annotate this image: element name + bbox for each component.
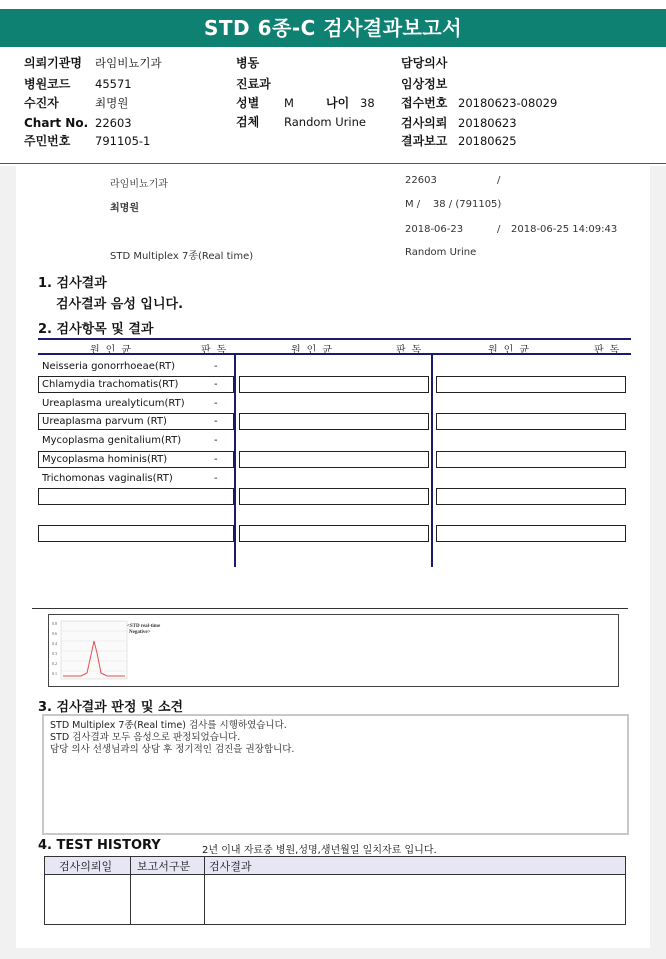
specimen-value: Random Urine [284,115,366,129]
specimen-label: 검체 [236,115,260,129]
chart-no-value: 22603 [95,116,132,130]
request-date-value: 20180623 [458,116,517,130]
pathogen-result: - [214,379,218,390]
doctor-label: 담당의사 [401,56,448,70]
patient-date-sep: / [497,224,501,235]
request-date-label: 검사의뢰 [401,116,448,130]
history-col-date: 검사의뢰일 [59,860,113,873]
hospital-code-value: 45571 [95,77,132,91]
history-col-result: 검사결과 [209,860,252,873]
history-col-type: 보고서구분 [137,860,191,873]
section1-title: 1. 검사결과 [38,276,107,291]
section4-title: 4. TEST HISTORY [38,838,161,853]
history-header-row [45,857,625,875]
ward-label: 병동 [236,56,260,70]
report-title: STD 6종-C 검사결과보고서 [0,9,666,47]
age-value: 38 [360,96,375,110]
opinion-line: 담당 의사 선생님과의 상담 후 정기적인 검진을 권장합니다. [50,744,295,755]
result-row [38,471,234,488]
history-note: 2년 이내 자료중 병원,성명,생년월일 일치자료 입니다. [202,845,437,856]
empty-result-cell [239,451,429,468]
patient-date-request: 2018-06-23 [405,224,464,235]
patient-sex-age: M / 38 / (791105) [405,199,502,210]
pcr-curve-thumbnail [49,615,620,688]
result-row [38,413,234,430]
empty-result-cell [239,488,429,505]
patient-chart-sep: / [497,175,501,186]
opinion-line: STD 검사결과 모두 음성으로 판정되었습니다. [50,732,241,743]
pcr-curve-graph [48,614,619,687]
col-judge-1: 판독 [201,345,233,356]
history-col-divider [130,857,131,924]
pathogen-result: - [214,435,218,446]
sex-value: M [284,96,294,110]
pathogen-name: Neisseria gonorrhoeae(RT) [42,361,175,372]
patient-chart: 22603 [405,175,437,186]
results-table-header [38,338,631,355]
empty-result-cell [38,488,234,505]
patient-label: 수진자 [24,96,59,110]
report-date-label: 결과보고 [401,134,448,148]
result-row [38,451,234,468]
graph-caption-2: Negative> [129,630,151,635]
result-row [38,433,234,450]
svg-text:0.3: 0.3 [52,651,57,656]
section3-title: 3. 검사결과 판정 및 소견 [38,700,184,715]
pathogen-result: - [214,361,218,372]
dept-label: 진료과 [236,77,271,91]
age-label: 나이 [326,96,350,110]
opinion-box [42,714,629,835]
empty-result-cell [38,525,234,542]
svg-text:0.4: 0.4 [52,641,57,646]
empty-result-cell [436,413,626,430]
patient-date-report: 2018-06-25 14:09:43 [511,224,618,235]
pathogen-result: - [214,416,218,427]
pathogen-name: Trichomonas vaginalis(RT) [42,473,173,484]
empty-result-cell [239,525,429,542]
history-col-divider [204,857,205,924]
empty-result-cell [436,488,626,505]
col-judge-2: 판독 [396,345,428,356]
section2-title: 2. 검사항목 및 결과 [38,322,154,337]
pathogen-name: Mycoplasma genitalium(RT) [42,435,182,446]
svg-text:0.8: 0.8 [52,621,57,626]
opinion-line: STD Multiplex 7종(Real time) 검사를 시행하였습니다. [50,720,287,731]
patient-specimen: Random Urine [405,247,477,258]
col-pathogen-3: 원인균 [488,345,535,356]
test-history-table [44,856,626,925]
empty-result-cell [239,413,429,430]
chart-no-label: Chart No. [24,116,89,130]
pathogen-name: Mycoplasma hominis(RT) [42,454,168,465]
col-pathogen-1: 원인균 [90,345,137,356]
section1-result: 검사결과 음성 입니다. [56,297,184,312]
section-divider [32,608,628,609]
empty-result-cell [436,376,626,393]
pathogen-result: - [214,473,218,484]
client-label: 의뢰기관명 [24,56,82,70]
pathogen-name: Chlamydia trachomatis(RT) [42,379,179,390]
empty-result-cell [436,451,626,468]
header-divider [0,163,666,164]
empty-result-cell [436,525,626,542]
pathogen-result: - [214,398,218,409]
col-pathogen-2: 원인균 [291,345,338,356]
table-divider-2 [431,355,433,567]
receipt-no-label: 접수번호 [401,96,448,110]
resident-no-label: 주민번호 [24,134,71,148]
patient-clinic: 라임비뇨기과 [110,179,168,190]
svg-text:0.2: 0.2 [52,661,57,666]
patient-name: 최명원 [110,203,139,214]
clinical-info-label: 임상정보 [401,77,448,91]
resident-no-value: 791105-1 [95,134,151,148]
empty-result-cell [239,376,429,393]
patient-test-name: STD Multiplex 7종(Real time) [110,251,254,262]
col-judge-3: 판독 [594,345,626,356]
result-row [38,396,234,413]
receipt-no-value: 20180623-08029 [458,96,558,110]
svg-text:0.6: 0.6 [52,631,57,636]
client-value: 라임비뇨기과 [95,56,162,70]
svg-text:0.1: 0.1 [52,671,57,676]
report-date-value: 20180625 [458,134,517,148]
hospital-code-label: 병원코드 [24,77,71,91]
graph-caption-1: <STD real-time [127,624,161,629]
patient-value: 최명원 [95,96,129,110]
sex-label: 성별 [236,96,260,110]
result-row [38,359,234,376]
table-divider-1 [234,355,236,567]
pathogen-result: - [214,454,218,465]
pathogen-name: Ureaplasma parvum (RT) [42,416,167,427]
result-row [38,376,234,393]
pathogen-name: Ureaplasma urealyticum(RT) [42,398,185,409]
